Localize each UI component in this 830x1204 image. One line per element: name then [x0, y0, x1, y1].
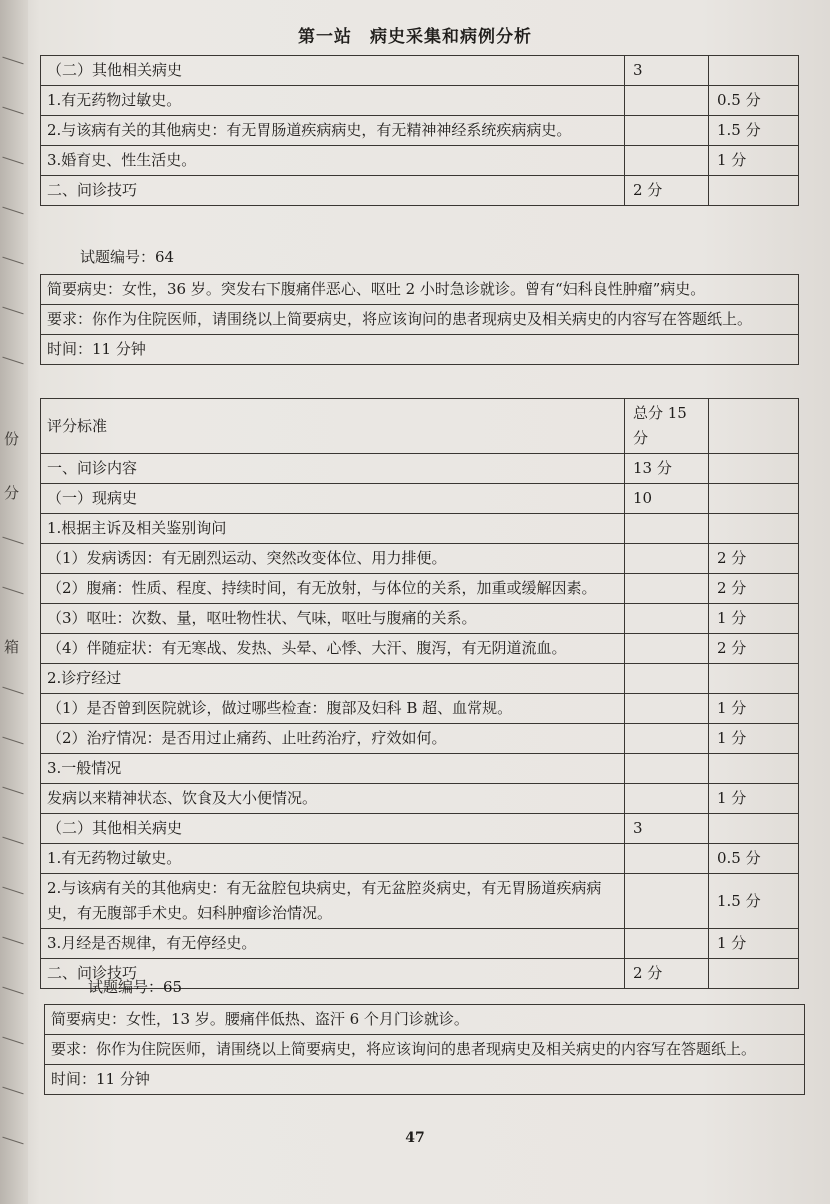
- side-margin-char: 分: [4, 484, 20, 502]
- item-total: [625, 544, 709, 574]
- item-score: [709, 56, 799, 86]
- item-total: [625, 874, 709, 929]
- item-text: （3）呕吐：次数、量，呕吐物性状、气味，呕吐与腹痛的关系。: [41, 604, 625, 634]
- item-text: （二）其他相关病史: [41, 56, 625, 86]
- item-text: 1.有无药物过敏史。: [41, 844, 625, 874]
- item-score: 1 分: [709, 784, 799, 814]
- item-score: [709, 399, 799, 454]
- question-65-intro: [44, 1004, 805, 1095]
- item-score: [709, 664, 799, 694]
- table-row: [41, 176, 799, 206]
- item-total: 13 分: [625, 454, 709, 484]
- item-total: [625, 146, 709, 176]
- item-score: [709, 814, 799, 844]
- time-limit: 时间：11 分钟: [45, 1065, 805, 1095]
- item-score: 2 分: [709, 544, 799, 574]
- table-row: [41, 724, 799, 754]
- item-score: 2 分: [709, 574, 799, 604]
- item-score: 1.5 分: [709, 874, 799, 929]
- item-score: [709, 484, 799, 514]
- item-text: 2.与该病有关的其他病史：有无盆腔包块病史，有无盆腔炎病史，有无胃肠道疾病病史，有无腹部手术史。妇科肿瘤诊治情况。: [41, 874, 625, 929]
- table-row: [41, 844, 799, 874]
- item-text: 3.月经是否规律，有无停经史。: [41, 929, 625, 959]
- item-total: [625, 604, 709, 634]
- item-score: 1 分: [709, 929, 799, 959]
- item-text: 一、问诊内容: [41, 454, 625, 484]
- item-text: 2.与该病有关的其他病史：有无胃肠道疾病病史，有无精神神经系统疾病病史。: [41, 116, 625, 146]
- table-row: [41, 574, 799, 604]
- table-row: [41, 694, 799, 724]
- table-row: [41, 116, 799, 146]
- table-row: [41, 399, 799, 454]
- item-text: （1）是否曾到医院就诊，做过哪些检查：腹部及妇科 B 超、血常规。: [41, 694, 625, 724]
- item-text: 二、问诊技巧: [41, 176, 625, 206]
- brief-history: 简要病史：女性，13 岁。腰痛伴低热、盗汗 6 个月门诊就诊。: [45, 1005, 805, 1035]
- requirement: 要求：你作为住院医师，请围绕以上简要病史，将应该询问的患者现病史及相关病史的内容写在答题纸上。: [45, 1035, 805, 1065]
- scoring-table-continued: [40, 55, 799, 206]
- item-total: [625, 634, 709, 664]
- table-row: [41, 874, 799, 929]
- question-64-intro: [40, 274, 799, 365]
- item-text: 二、问诊技巧: [41, 959, 625, 989]
- item-total: 3: [625, 56, 709, 86]
- item-total: [625, 574, 709, 604]
- item-text: 1.有无药物过敏史。: [41, 86, 625, 116]
- item-score: 1 分: [709, 604, 799, 634]
- item-total: 2 分: [625, 176, 709, 206]
- table-row: [41, 604, 799, 634]
- book-binding: [0, 0, 28, 1204]
- item-total: [625, 694, 709, 724]
- table-row: [41, 484, 799, 514]
- item-score: 2 分: [709, 634, 799, 664]
- item-total: [625, 844, 709, 874]
- scoring-table-64: [40, 398, 799, 989]
- question-number-64: 试题编号：64: [80, 248, 175, 266]
- question-number-65: 试题编号：65: [88, 978, 183, 996]
- item-total: 10: [625, 484, 709, 514]
- item-score: 1 分: [709, 694, 799, 724]
- item-total: [625, 664, 709, 694]
- table-row: [41, 86, 799, 116]
- item-total: 3: [625, 814, 709, 844]
- item-score: [709, 514, 799, 544]
- item-score: 1 分: [709, 146, 799, 176]
- item-text: （4）伴随症状：有无寒战、发热、头晕、心悸、大汗、腹泻，有无阴道流血。: [41, 634, 625, 664]
- table-row: [41, 146, 799, 176]
- table-row: [41, 754, 799, 784]
- item-score: 1 分: [709, 724, 799, 754]
- table-row: [41, 514, 799, 544]
- item-total: [625, 514, 709, 544]
- side-margin-char: 份: [4, 430, 20, 448]
- table-row: [41, 929, 799, 959]
- page-number: 47: [405, 1130, 425, 1146]
- item-score: 1.5 分: [709, 116, 799, 146]
- item-score: [709, 754, 799, 784]
- item-total: [625, 784, 709, 814]
- requirement: 要求：你作为住院医师，请围绕以上简要病史，将应该询问的患者现病史及相关病史的内容写在答题纸上。: [41, 305, 799, 335]
- item-total: 2 分: [625, 959, 709, 989]
- item-text: （1）发病诱因：有无剧烈运动、突然改变体位、用力排便。: [41, 544, 625, 574]
- item-text: 2.诊疗经过: [41, 664, 625, 694]
- item-text: （一）现病史: [41, 484, 625, 514]
- item-text: 发病以来精神状态、饮食及大小便情况。: [41, 784, 625, 814]
- item-score: [709, 454, 799, 484]
- table-row: [41, 814, 799, 844]
- table-row: [41, 56, 799, 86]
- item-total: [625, 86, 709, 116]
- item-text: 1.根据主诉及相关鉴别询问: [41, 514, 625, 544]
- item-text: （2）腹痛：性质、程度、持续时间，有无放射，与体位的关系，加重或缓解因素。: [41, 574, 625, 604]
- table-row: [41, 634, 799, 664]
- item-text: （二）其他相关病史: [41, 814, 625, 844]
- item-text: （2）治疗情况：是否用过止痛药、止吐药治疗，疗效如何。: [41, 724, 625, 754]
- table-row: [41, 454, 799, 484]
- item-total: [625, 116, 709, 146]
- table-row: [41, 664, 799, 694]
- item-score: 0.5 分: [709, 844, 799, 874]
- table-row: [41, 784, 799, 814]
- item-text: 3.一般情况: [41, 754, 625, 784]
- item-total: [625, 724, 709, 754]
- brief-history: 简要病史：女性，36 岁。突发右下腹痛伴恶心、呕吐 2 小时急诊就诊。曾有“妇科良性肿瘤”病史。: [41, 275, 799, 305]
- time-limit: 时间：11 分钟: [41, 335, 799, 365]
- item-total: 总分 15 分: [625, 399, 709, 454]
- item-score: [709, 959, 799, 989]
- item-score: [709, 176, 799, 206]
- item-total: [625, 929, 709, 959]
- table-row: [41, 544, 799, 574]
- item-total: [625, 754, 709, 784]
- item-score: 0.5 分: [709, 86, 799, 116]
- item-text: 3.婚育史、性生活史。: [41, 146, 625, 176]
- item-text: 评分标准: [41, 399, 625, 454]
- page-header-title: 第一站 病史采集和病例分析: [298, 27, 532, 47]
- side-margin-char: 箱: [4, 638, 20, 656]
